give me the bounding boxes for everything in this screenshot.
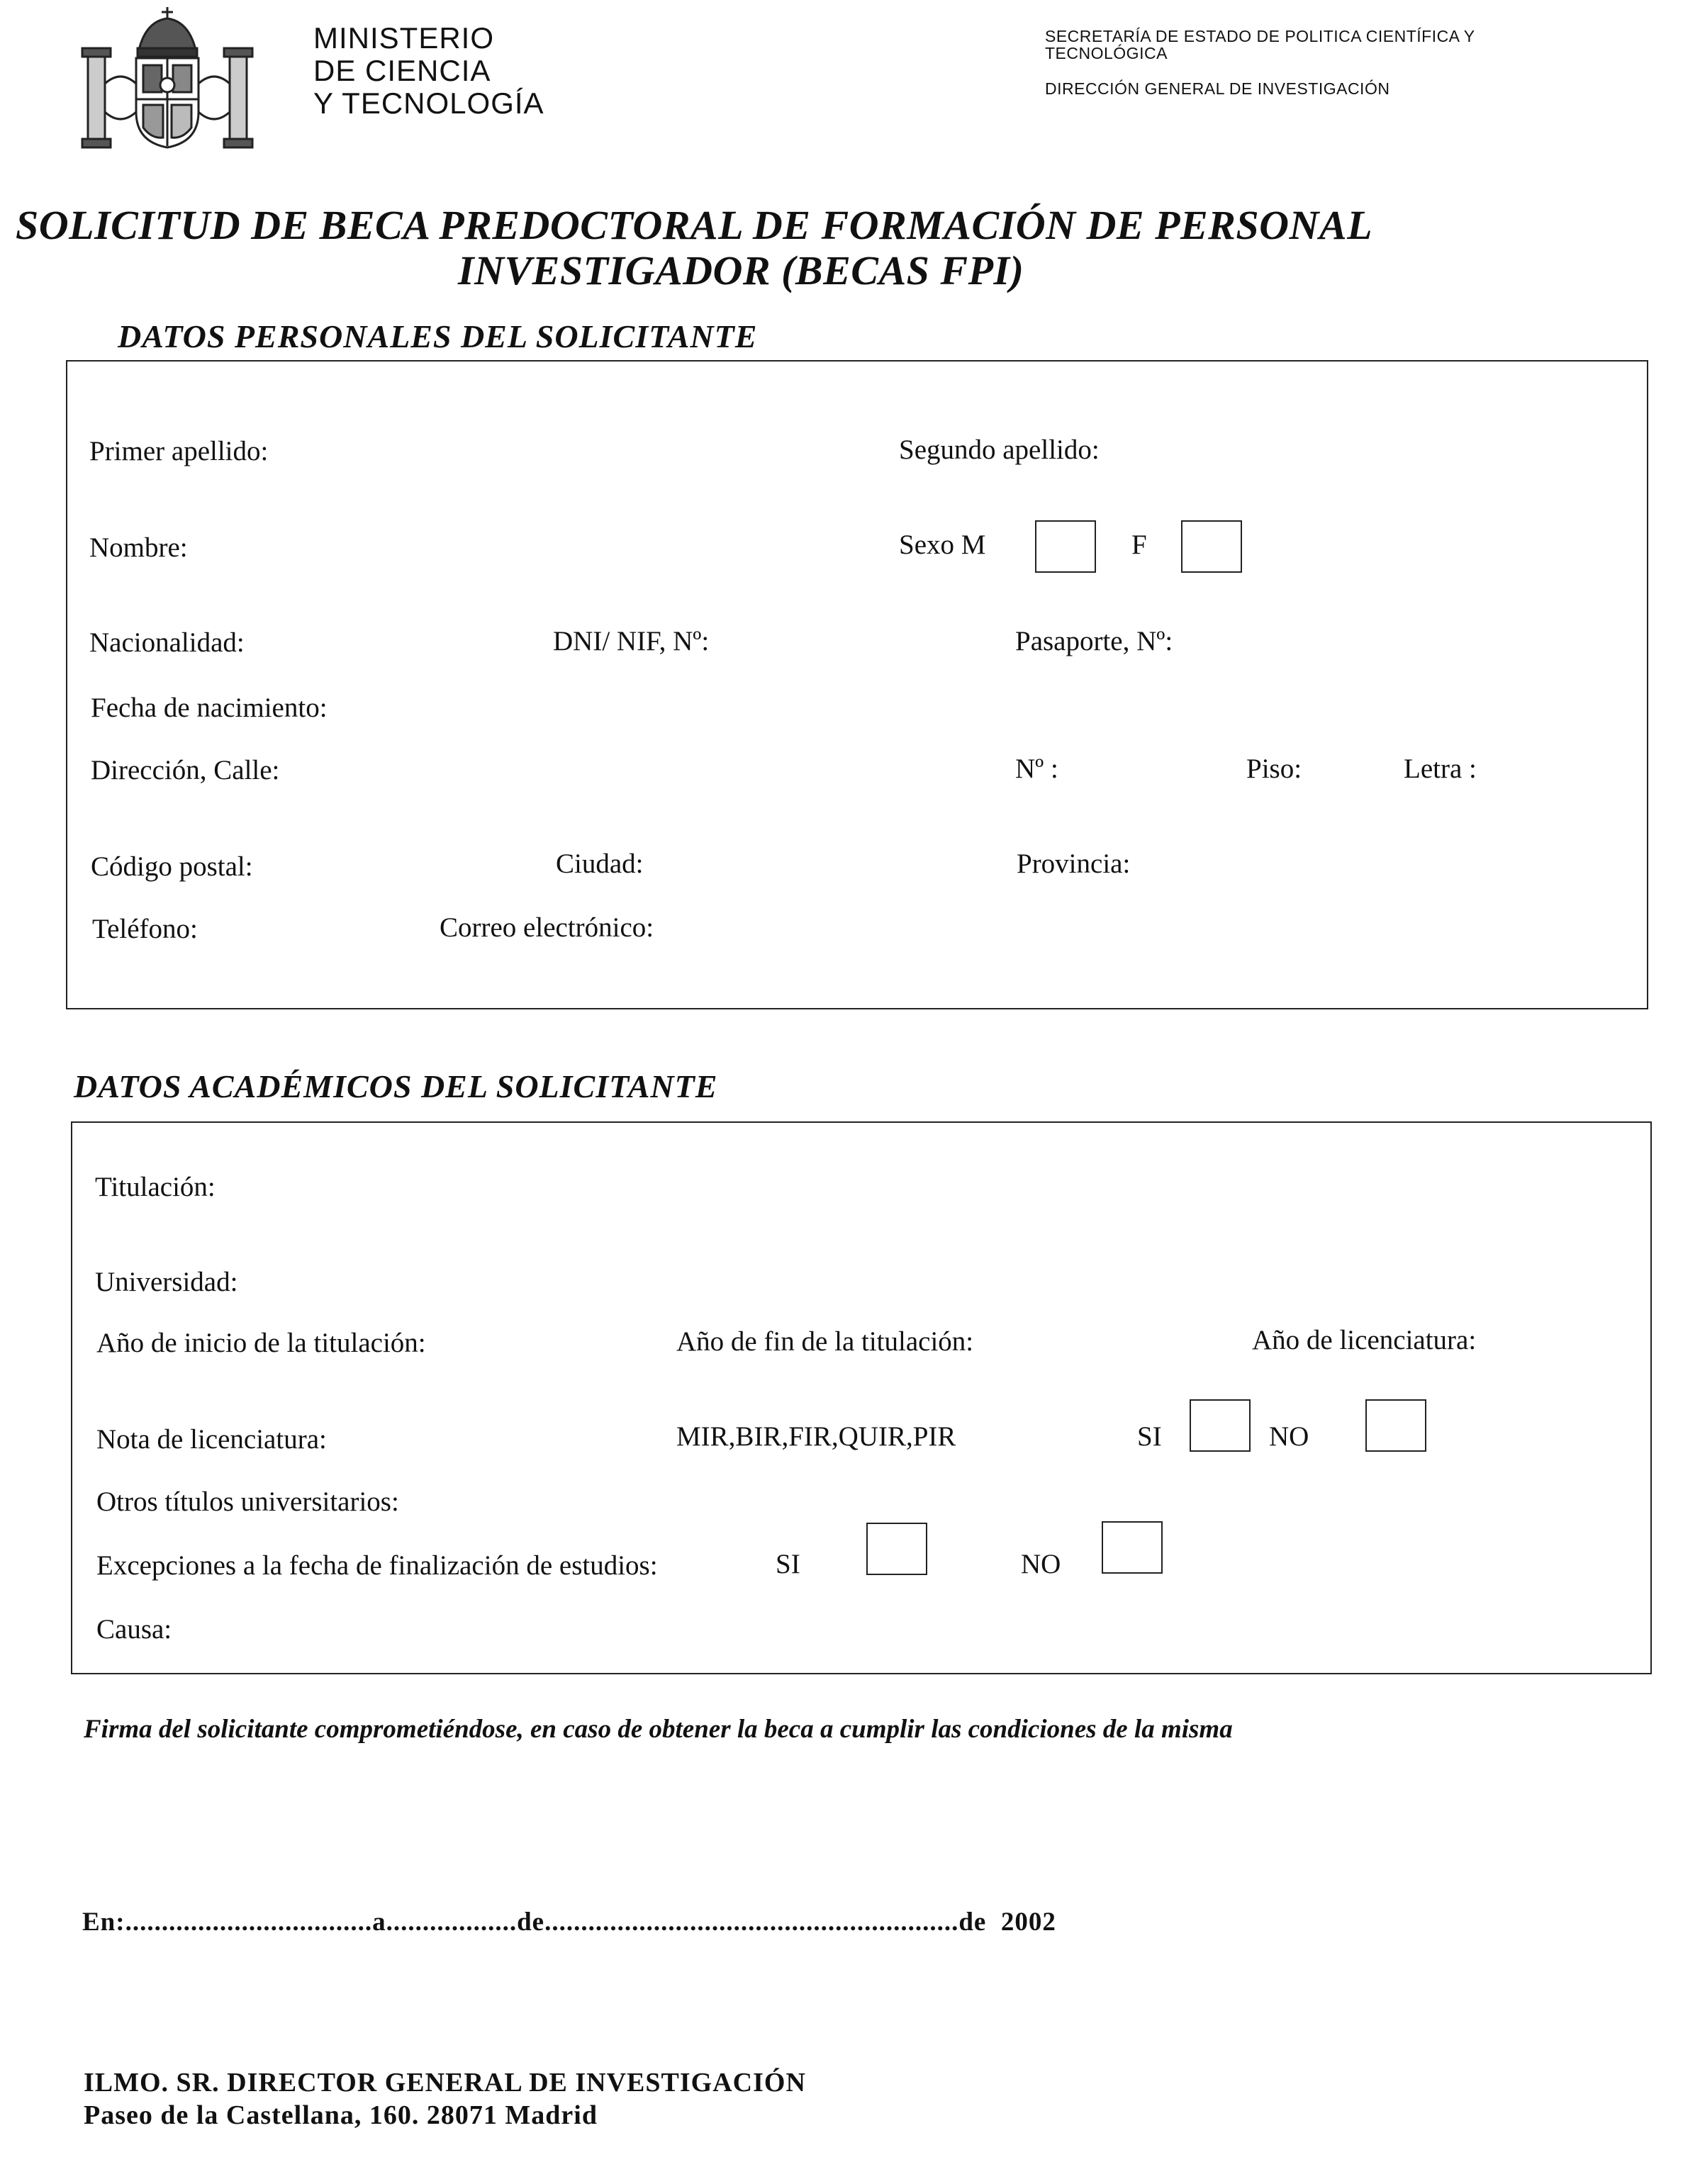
date-place-dots[interactable]: .................................. [125,1908,373,1937]
correo-label: Correo electrónico: [440,912,654,943]
footer-address: Paseo de la Castellana, 160. 28071 Madrid [84,2100,598,2130]
mir-no-label: NO [1269,1421,1309,1452]
ciudad-label: Ciudad: [556,849,644,879]
sexo-f-checkbox[interactable] [1181,520,1242,573]
secretaria-line-2: TECNOLÓGICA [1045,44,1168,62]
pasaporte-label: Pasaporte, Nº: [1015,626,1173,656]
date-a-label: a [372,1908,386,1937]
mir-si-checkbox[interactable] [1190,1399,1251,1452]
ministry-name-line-1: MINISTERIO [313,21,495,55]
primer-apellido-label: Primer apellido: [89,436,269,466]
causa-label: Causa: [96,1614,172,1645]
fecha-nacimiento-label: Fecha de nacimiento: [91,693,328,723]
date-de-label-1: de [517,1908,545,1937]
direccion-calle-label: Dirección, Calle: [91,755,280,785]
sexo-m-label: Sexo M [899,530,986,560]
date-year: 2002 [1000,1908,1056,1937]
ministry-name-line-2: DE CIENCIA [313,54,491,87]
sexo-f-label: F [1131,530,1147,560]
firma-statement: Firma del solicitante comprometiéndose, en caso de obtener la beca a cumplir las condiciones de la misma [84,1715,1233,1744]
titulacion-label: Titulación: [95,1172,216,1202]
excepciones-label: Excepciones a la fecha de finalización de estudios: [96,1550,658,1581]
academic-section-heading: DATOS ACADÉMICOS DEL SOLICITANTE [74,1068,718,1104]
codigo-postal-label: Código postal: [91,851,253,882]
mir-label: MIR,BIR,FIR,QUIR,PIR [676,1421,956,1452]
sexo-m-checkbox[interactable] [1035,520,1096,573]
provincia-label: Provincia: [1017,849,1131,879]
letra-label: Letra : [1404,754,1477,784]
date-de-label-2: de [958,1908,987,1937]
piso-label: Piso: [1246,754,1302,784]
numero-label: Nº : [1015,754,1058,784]
mir-si-label: SI [1137,1421,1162,1452]
ministry-name-line-3: Y TECNOLOGÍA [313,86,544,120]
nombre-label: Nombre: [89,532,188,563]
mir-no-checkbox[interactable] [1365,1399,1426,1452]
anio-inicio-label: Año de inicio de la titulación: [96,1328,426,1358]
excepciones-si-label: SI [776,1549,800,1579]
date-en-label: En: [82,1908,125,1937]
date-day-dots[interactable]: .................. [386,1908,518,1937]
date-month-dots[interactable]: ......................................................... [544,1908,959,1937]
anio-licenciatura-label: Año de licenciatura: [1252,1325,1477,1355]
excepciones-si-checkbox[interactable] [866,1523,927,1575]
direccion-general: DIRECCIÓN GENERAL DE INVESTIGACIÓN [1045,79,1390,98]
date-line [82,1907,1056,1937]
dni-label: DNI/ NIF, Nº: [553,626,710,656]
universidad-label: Universidad: [95,1267,238,1297]
anio-fin-label: Año de fin de la titulación: [676,1326,974,1357]
secretaria-line-1: SECRETARÍA DE ESTADO DE POLITICA CIENTÍFICA Y [1045,27,1475,45]
personal-data-box [66,360,1648,1009]
segundo-apellido-label: Segundo apellido: [899,435,1100,465]
otros-titulos-label: Otros títulos universitarios: [96,1486,399,1517]
telefono-label: Teléfono: [92,914,198,944]
form-title-line-2: INVESTIGADOR (BECAS FPI) [458,247,1024,293]
nacionalidad-label: Nacionalidad: [89,627,245,658]
excepciones-no-checkbox[interactable] [1102,1521,1163,1574]
personal-section-heading: DATOS PERSONALES DEL SOLICITANTE [118,318,758,354]
form-title-line-1: SOLICITUD DE BECA PREDOCTORAL DE FORMACIÓN DE PERSONAL [16,202,1373,248]
footer-addressee: ILMO. SR. DIRECTOR GENERAL DE INVESTIGACIÓN [84,2068,806,2098]
coat-of-arms-icon [78,6,257,151]
nota-licenciatura-label: Nota de licenciatura: [96,1424,327,1455]
excepciones-no-label: NO [1021,1549,1061,1579]
academic-data-box [71,1121,1652,1674]
